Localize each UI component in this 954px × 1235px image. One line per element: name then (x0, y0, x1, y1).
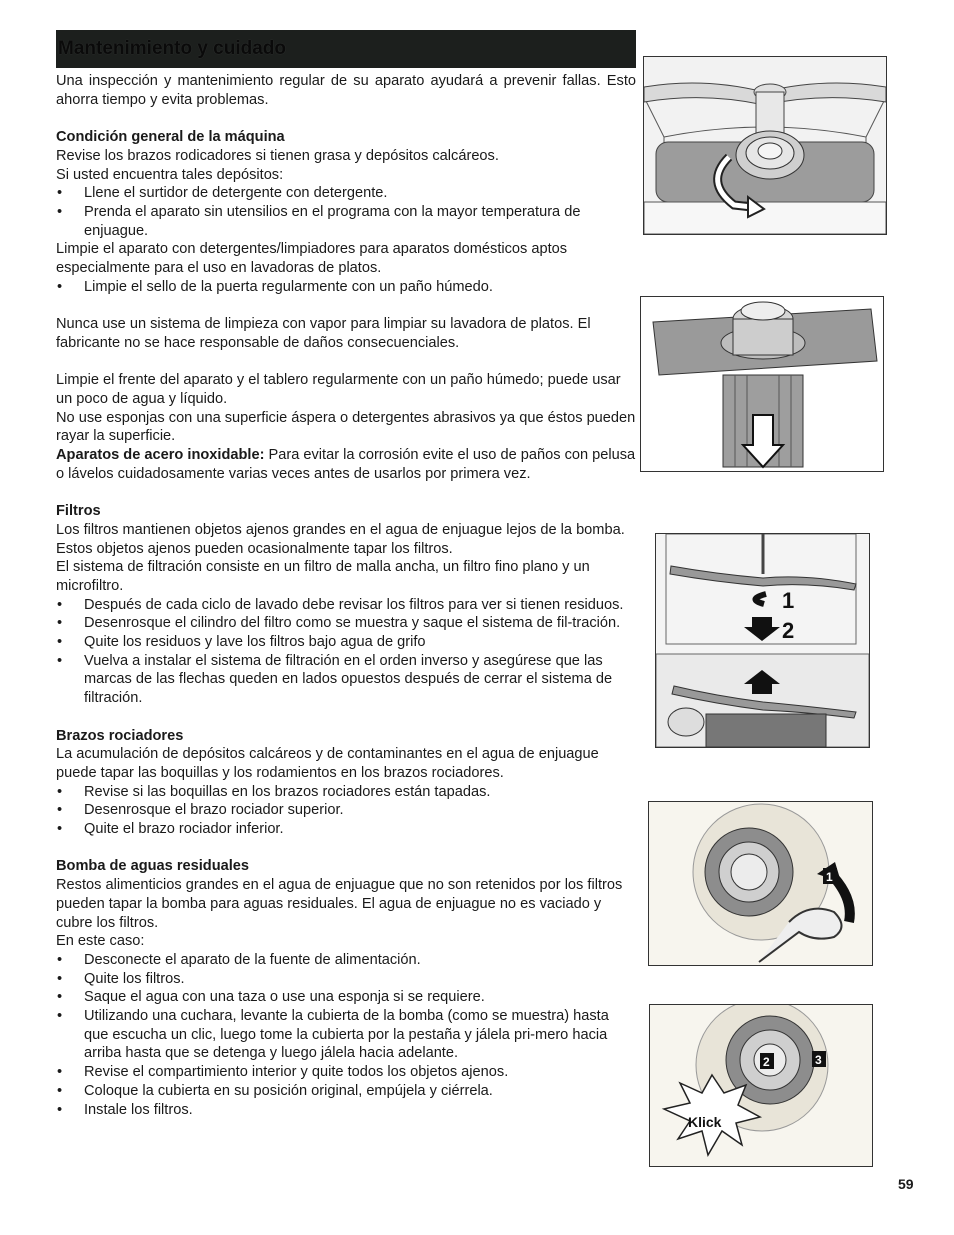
figure-label-1: 1 (782, 588, 795, 613)
bullet-item: • Coloque la cubierta en su posición original, empújela y ciérrela. (56, 1082, 636, 1101)
bullet-item: • Desenrosque el brazo rociador superior. (56, 801, 636, 820)
figure-filter-removal (640, 296, 884, 472)
bullet-item: • Utilizando una cuchara, levante la cubierta de la bomba (como se muestra) hasta que escucha un clic, luego tome la cubierta por la pestaña y jálela pri-mero hacia arriba hasta que se detenga y luego jálela hacia adelante. (56, 1007, 636, 1063)
bullet-item: • Saque el agua con una taza o use una esponja si se requiere. (56, 988, 636, 1007)
text-paragraph: Restos alimenticios grandes en el agua de enjuague que no son retenidos por los filtros pueden tapar la bomba para aguas residuales. El agua de enjuague no es vaciado y cubre los filtros. (56, 877, 623, 931)
figure-pump-cover-klick (649, 1004, 873, 1167)
bullet-item: • Desconecte el aparato de la fuente de alimentación. (56, 951, 636, 970)
bullet-item: • Instale los filtros. (56, 1101, 636, 1120)
text-paragraph: La acumulación de depósitos calcáreos y de contaminantes en el agua de enjuague puede tapar las boquillas y los rodamientos en los brazos rociadores. (56, 746, 599, 781)
text-line: Si usted encuentra tales depósitos: (56, 166, 284, 183)
figure-pump-cover-lift (648, 801, 873, 966)
stainless-text: Para evitar la corrosión evite el uso de paños con pelusa o lávelos cuidadosamente varias veces antes de usarlos por primera vez. (56, 447, 636, 482)
text-line: En este caso: (56, 933, 145, 950)
bullet-item: • Llene el surtidor de detergente con detergente. (56, 184, 636, 203)
bullet-item: • Revise si las boquillas en los brazos rociadores están tapadas. (56, 783, 636, 802)
section-title: Mantenimiento y cuidado (58, 38, 287, 59)
heading-pump: Bomba de aguas residuales (56, 858, 250, 875)
page-number: 59 (898, 1176, 914, 1192)
bullet-item: • Después de cada ciclo de lavado debe revisar los filtros para ver si tienen residuos. (56, 596, 636, 615)
heading-general: Condición general de la máquina (56, 129, 285, 146)
bullet-item: • Vuelva a instalar el sistema de filtración en el orden inverso y asegúrese que las marcas de las flechas queden en lados opuestos después de cerrar el sistema de filtración. (56, 652, 636, 708)
text-paragraph: Los filtros mantienen objetos ajenos grandes en el agua de enjuague lejos de la bomba. Estos objetos ajenos pueden ocasionalmente tapar los filtros. (56, 521, 625, 557)
bullet-item: • Desenrosque el cilindro del filtro como se muestra y saque el sistema de fil-tración. (56, 614, 636, 633)
sponge-warning: No use esponjas con una superficie áspera o detergentes abrasivos ya que éstos pueden rayar la superficie. (56, 409, 636, 445)
figure-spray-arms (655, 533, 870, 748)
intro-paragraph: Una inspección y mantenimiento regular de su aparato ayudará a prevenir fallas. Esto ahorra tiempo y evita problemas. (56, 73, 636, 108)
heading-spray-arms: Brazos rociadores (56, 727, 184, 744)
front-cleaning: Limpie el frente del aparato y el tablero regularmente con un paño húmedo; puede usar un poco de agua y líquido. (56, 372, 621, 407)
bullet-item: • Revise el compartimiento interior y quite todos los objetos ajenos. (56, 1063, 636, 1082)
bullet-item: • Quite los filtros. (56, 970, 636, 989)
text-paragraph: El sistema de filtración consiste en un filtro de malla ancha, un filtro fino plano y un microfiltro. (56, 559, 590, 594)
stainless-label: Aparatos de acero inoxidable: (56, 447, 265, 464)
main-text-column (56, 72, 636, 1119)
figure-label-2: 2 (763, 1055, 770, 1069)
klick-label: Klick (688, 1114, 722, 1130)
figure-label-1: 1 (826, 870, 833, 884)
stainless-note (56, 446, 636, 483)
bullet-item: • Limpie el sello de la puerta regularmente con un paño húmedo. (56, 278, 636, 297)
text-line: Revise los brazos rodicadores si tienen grasa y depósitos calcáreos. (56, 147, 499, 164)
bullet-item: • Prenda el aparato sin utensilios en el programa con la mayor temperatura de enjuague. (56, 203, 636, 240)
bullet-item: • Quite el brazo rociador inferior. (56, 820, 636, 839)
figure-label-3: 3 (815, 1053, 822, 1067)
section-header-bar (56, 30, 636, 68)
figure-filter-unscrew (643, 56, 887, 235)
text-paragraph: Limpie el aparato con detergentes/limpiadores para aparatos domésticos aptos especialmente para el uso en lavadoras de platos. (56, 241, 568, 277)
figure-label-2: 2 (782, 618, 795, 643)
bullet-item: • Quite los residuos y lave los filtros bajo agua de grifo (56, 633, 636, 652)
steam-warning: Nunca use un sistema de limpieza con vapor para limpiar su lavadora de platos. El fabricante no se hace responsable de daños consecuenciales. (56, 316, 591, 351)
heading-filters: Filtros (56, 503, 101, 520)
